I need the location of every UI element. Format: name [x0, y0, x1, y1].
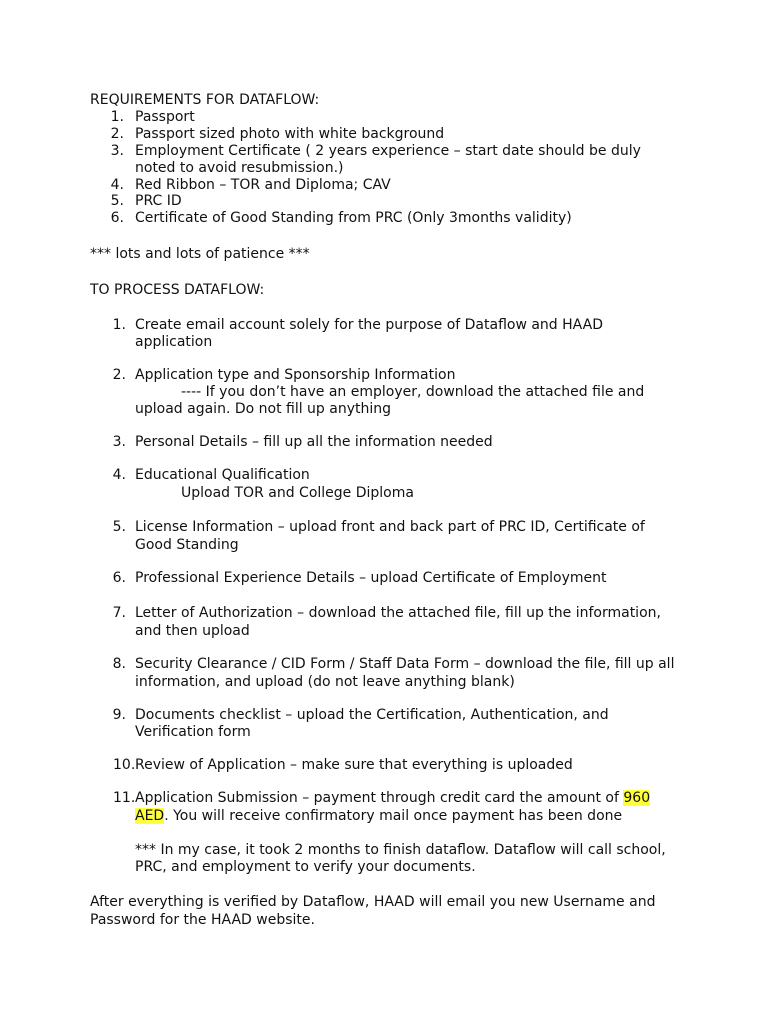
- step-text-continued: Good Standing: [135, 537, 239, 553]
- closing-text: After everything is verified by Dataflow, HAAD will email you new Username and: [90, 894, 656, 910]
- requirement-number: 5.: [110, 193, 124, 209]
- process-heading: TO PROCESS DATAFLOW:: [90, 282, 265, 298]
- step-number: 10.: [113, 757, 136, 773]
- step-text-continued: and then upload: [135, 623, 250, 639]
- step-text: Security Clearance / CID Form / Staff Data Form – download the file, fill up all: [135, 656, 675, 672]
- step-text-continued: information, and upload (do not leave anything blank): [135, 674, 515, 690]
- step-number: 2.: [112, 367, 126, 383]
- highlighted-currency: AED: [135, 808, 165, 824]
- step-text: [135, 790, 650, 807]
- step-text: Educational Qualification: [135, 467, 310, 483]
- step-number: 1.: [112, 317, 126, 333]
- step-number: 4.: [112, 467, 126, 483]
- step-number: 3.: [112, 434, 126, 450]
- step-text-continued: [135, 808, 622, 825]
- requirement-number: 2.: [110, 126, 124, 142]
- step-text-plain: Application Submission – payment through credit card the amount of: [135, 790, 624, 806]
- step-number: 6.: [112, 570, 126, 586]
- highlighted-amount: 960: [623, 790, 651, 806]
- step-text: License Information – upload front and back part of PRC ID, Certificate of: [135, 519, 645, 535]
- requirement-item: Passport sized photo with white background: [135, 126, 445, 142]
- step-text-continued: Verification form: [135, 724, 251, 740]
- step-text: Letter of Authorization – download the attached file, fill up the information,: [135, 605, 661, 621]
- step-sub-text: Upload TOR and College Diploma: [181, 485, 414, 501]
- step-text: Create email account solely for the purpose of Dataflow and HAAD: [135, 317, 603, 333]
- requirement-item: Certificate of Good Standing from PRC (Only 3months validity): [135, 210, 572, 226]
- requirement-number: 1.: [110, 109, 124, 125]
- step-text: Professional Experience Details – upload Certificate of Employment: [135, 570, 607, 586]
- step-note-continued: PRC, and employment to verify your documents.: [135, 859, 476, 875]
- requirement-item: PRC ID: [135, 193, 182, 209]
- step-number: 5.: [112, 519, 126, 535]
- patience-note: *** lots and lots of patience ***: [90, 246, 310, 262]
- step-number: 11.: [113, 790, 136, 806]
- step-number: 7.: [112, 605, 126, 621]
- step-text: Review of Application – make sure that everything is uploaded: [135, 757, 573, 773]
- step-number: 8.: [112, 656, 126, 672]
- requirement-item-continued: noted to avoid resubmission.): [135, 160, 344, 176]
- closing-text-continued: Password for the HAAD website.: [90, 912, 315, 928]
- step-text: Personal Details – fill up all the information needed: [135, 434, 493, 450]
- step-text-continued: upload again. Do not fill up anything: [135, 401, 392, 417]
- step-text: Application type and Sponsorship Information: [135, 367, 456, 383]
- requirement-number: 4.: [110, 177, 124, 193]
- step-text: Documents checklist – upload the Certification, Authentication, and: [135, 707, 609, 723]
- step-number: 9.: [112, 707, 126, 723]
- requirement-item: Red Ribbon – TOR and Diploma; CAV: [135, 177, 391, 193]
- requirement-item: Employment Certificate ( 2 years experience – start date should be duly: [135, 143, 641, 159]
- requirement-number: 6.: [110, 210, 124, 226]
- step-note: *** In my case, it took 2 months to finish dataflow. Dataflow will call school,: [135, 842, 666, 858]
- requirements-heading: REQUIREMENTS FOR DATAFLOW:: [90, 92, 320, 108]
- step-sub-text: ---- If you don’t have an employer, download the attached file and: [181, 384, 645, 400]
- requirement-number: 3.: [110, 143, 124, 159]
- step-text-continued: application: [135, 334, 213, 350]
- requirement-item: Passport: [135, 109, 195, 125]
- step-text-plain: . You will receive confirmatory mail once payment has been done: [164, 808, 623, 824]
